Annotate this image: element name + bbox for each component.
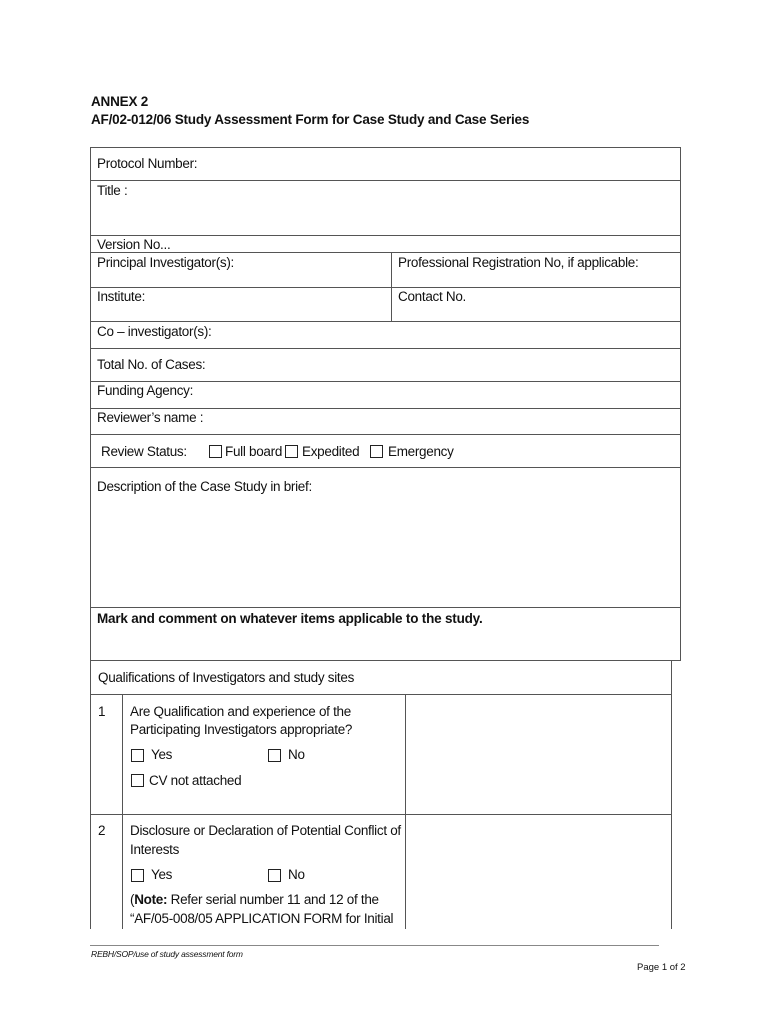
- item-2-note-line2: “AF/05-008/05 APPLICATION FORM for Initial: [130, 911, 394, 926]
- mark-comment-instruction: Mark and comment on whatever items applicable to the study.: [97, 611, 483, 626]
- item-2-note-bold: Note:: [134, 892, 168, 907]
- item-1-yes-label: Yes: [151, 747, 173, 762]
- institute-label: Institute:: [97, 289, 146, 304]
- full-board-label: Full board: [225, 444, 283, 459]
- professional-registration-label: Professional Registration No, if applicable:: [398, 255, 639, 270]
- item-2-question-line2: Interests: [130, 842, 180, 857]
- item-2-no-label: No: [288, 867, 305, 882]
- title-label: Title :: [97, 183, 128, 198]
- form-box-upper: [90, 147, 681, 661]
- full-board-checkbox[interactable]: [209, 445, 222, 458]
- qualifications-section-title: Qualifications of Investigators and study sites: [98, 670, 355, 685]
- item-1-yes-checkbox[interactable]: [131, 749, 144, 762]
- item-1-cv-checkbox[interactable]: [131, 774, 144, 787]
- item-1-question-line1: Are Qualification and experience of the: [130, 704, 351, 719]
- item-1-question-line2: Participating Investigators appropriate?: [130, 722, 353, 737]
- footer-page-number: Page 1 of 2: [637, 962, 686, 973]
- expedited-checkbox[interactable]: [285, 445, 298, 458]
- item-2-no-checkbox[interactable]: [268, 869, 281, 882]
- total-cases-label: Total No. of Cases:: [97, 357, 206, 372]
- reviewer-name-label: Reviewer’s name :: [97, 410, 204, 425]
- review-status-label: Review Status:: [101, 444, 187, 459]
- emergency-checkbox[interactable]: [370, 445, 383, 458]
- version-no-label: Version No...: [97, 237, 171, 252]
- contact-no-label: Contact No.: [398, 289, 466, 304]
- principal-investigator-label: Principal Investigator(s):: [97, 255, 235, 270]
- co-investigator-label: Co – investigator(s):: [97, 324, 212, 339]
- item-2-note-text: Refer serial number 11 and 12 of the: [167, 892, 379, 907]
- item-2-number: 2: [98, 823, 106, 838]
- protocol-number-label: Protocol Number:: [97, 156, 198, 171]
- item-1-no-checkbox[interactable]: [268, 749, 281, 762]
- item-2-question-line1: Disclosure or Declaration of Potential Conflict of: [130, 823, 401, 838]
- funding-agency-label: Funding Agency:: [97, 383, 194, 398]
- footer-doc-ref: REBH/SOP/use of study assessment form: [91, 949, 243, 959]
- item-1-cv-label: CV not attached: [149, 773, 242, 788]
- expedited-label: Expedited: [302, 444, 360, 459]
- description-label: Description of the Case Study in brief:: [97, 479, 312, 494]
- emergency-label: Emergency: [388, 444, 454, 459]
- item-2-yes-checkbox[interactable]: [131, 869, 144, 882]
- item-2-yes-label: Yes: [151, 867, 173, 882]
- annex-heading: ANNEX 2: [91, 94, 149, 109]
- item-1-number: 1: [98, 704, 106, 719]
- form-title: AF/02-012/06 Study Assessment Form for Case Study and Case Series: [91, 112, 530, 127]
- item-2-note-line1: (Note: Refer serial number 11 and 12 of the: [130, 892, 379, 907]
- item-1-no-label: No: [288, 747, 305, 762]
